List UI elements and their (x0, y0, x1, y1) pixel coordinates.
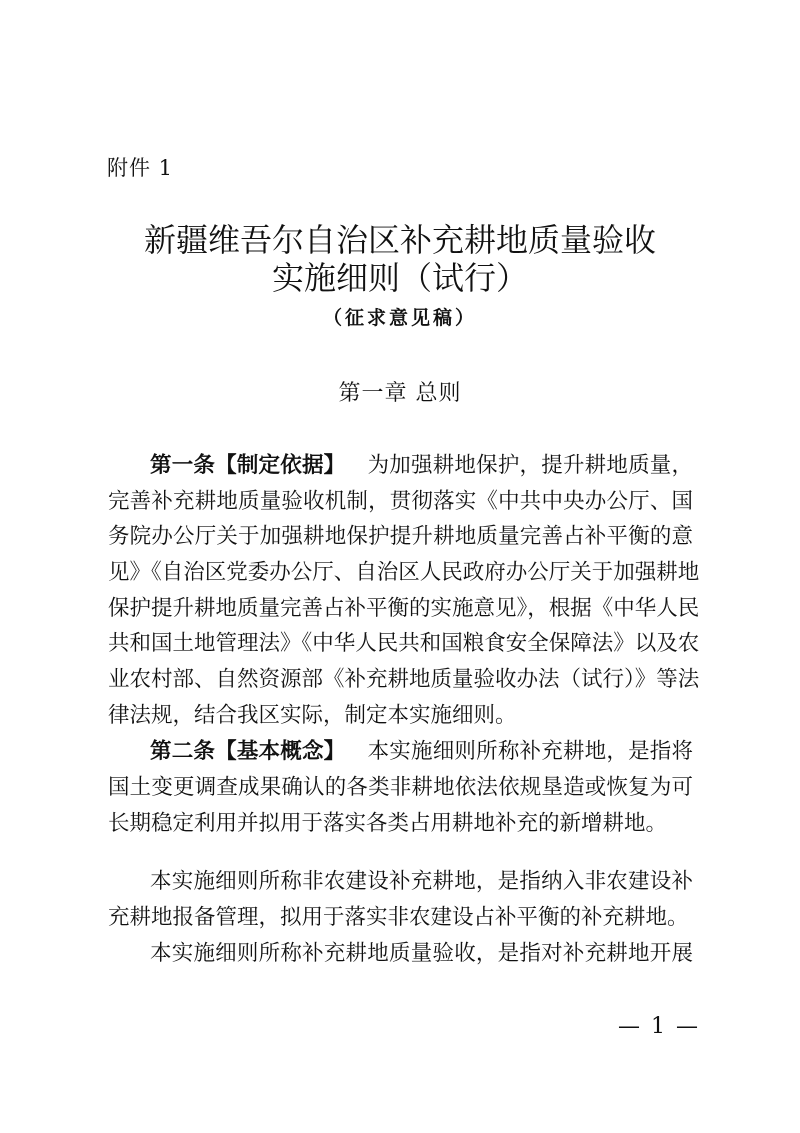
paragraph-line: 长期稳定利用并拟用于落实各类占用耕地补充的新增耕地。 (108, 811, 668, 836)
article-2-text: 本实施细则所称补充耕地，是指将 (367, 739, 693, 764)
page-number: — 1 — (618, 1014, 700, 1039)
paragraph-line: 充耕地报备管理，拟用于落实非农建设占补平衡的补充耕地。 (108, 905, 689, 930)
paragraph-line: 完善补充耕地质量验收机制，贯彻落实《中共中央办公厅、国 (108, 489, 693, 514)
draft-subtitle: （征求意见稿） (322, 307, 477, 329)
paragraph-line: 务院办公厅关于加强耕地保护提升耕地质量完善占补平衡的意 (108, 524, 693, 549)
article-1-text: 为加强耕地保护，提升耕地质量， (367, 453, 693, 478)
paragraph-line: 国土变更调查成果确认的各类非耕地依法依规垦造或恢复为可 (108, 775, 693, 800)
article-1-line (150, 452, 693, 480)
paragraph-line: 律法规，结合我区实际，制定本实施细则。 (108, 703, 517, 728)
article-2-heading: 第二条【基本概念】 (150, 739, 346, 764)
document-title-line-2: 实施细则（试行） (271, 259, 528, 297)
article-2-line (150, 738, 693, 766)
paragraph-line: 本实施细则所称非农建设补充耕地，是指纳入非农建设补 (150, 869, 693, 894)
paragraph-line: 业农村部、自然资源部《补充耕地质量验收办法（试行）》等法 (108, 667, 700, 692)
document-title-line-1: 新疆维吾尔自治区补充耕地质量验收 (143, 221, 656, 259)
paragraph-line: 见》《自治区党委办公厅、自治区人民政府办公厅关于加强耕地 (108, 560, 700, 585)
article-1-heading: 第一条【制定依据】 (150, 453, 346, 478)
paragraph-line: 保护提升耕地质量完善占补平衡的实施意见》，根据《中华人民 (108, 596, 700, 621)
paragraph-line: 本实施细则所称补充耕地质量验收，是指对补充耕地开展 (150, 941, 693, 966)
attachment-label: 附件 1 (107, 156, 174, 180)
paragraph-line: 共和国土地管理法》《中华人民共和国粮食安全保障法》以及农 (108, 631, 700, 656)
chapter-heading: 第一章 总则 (338, 381, 462, 406)
